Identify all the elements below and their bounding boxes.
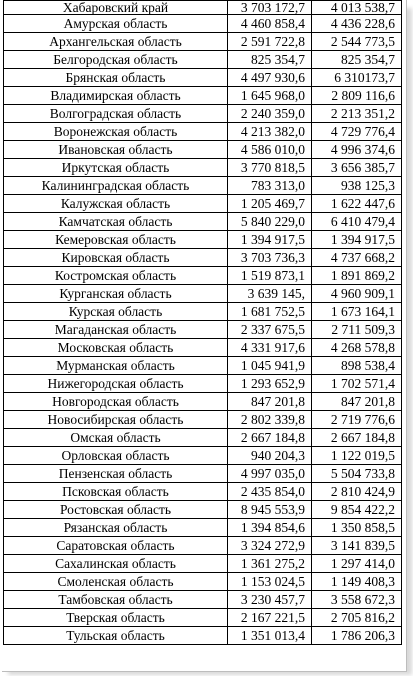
region-cell: Омская область <box>4 429 228 447</box>
value1-cell: 1 153 024,5 <box>228 573 312 591</box>
region-cell: Сахалинская область <box>4 555 228 573</box>
table-row <box>4 123 402 141</box>
value2-cell: 1 702 571,4 <box>312 375 402 393</box>
region-cell: Владимирская область <box>4 87 228 105</box>
value1-cell: 1 351 013,4 <box>228 627 312 645</box>
region-cell: Нижегородская область <box>4 375 228 393</box>
value1-cell: 2 240 359,0 <box>228 105 312 123</box>
value2-cell: 3 656 385,7 <box>312 159 402 177</box>
value1-cell: 1 681 752,5 <box>228 303 312 321</box>
region-cell: Кировская область <box>4 249 228 267</box>
value2-cell: 825 354,7 <box>312 51 402 69</box>
value2-cell: 4 737 668,2 <box>312 249 402 267</box>
region-cell: Орловская область <box>4 447 228 465</box>
value2-cell: 2 810 424,9 <box>312 483 402 501</box>
value2-cell: 6 410 479,4 <box>312 213 402 231</box>
table-row <box>4 159 402 177</box>
region-cell: Амурская область <box>4 15 228 33</box>
value1-cell: 2 802 339,8 <box>228 411 312 429</box>
value2-cell: 1 622 447,6 <box>312 195 402 213</box>
region-cell: Иркутская область <box>4 159 228 177</box>
value2-cell: 1 394 917,5 <box>312 231 402 249</box>
value2-cell: 938 125,3 <box>312 177 402 195</box>
table-row <box>4 465 402 483</box>
table-row <box>4 303 402 321</box>
value1-cell: 1 519 873,1 <box>228 267 312 285</box>
table-row <box>4 51 402 69</box>
table-row <box>4 627 402 645</box>
region-cell: Архангельская область <box>4 33 228 51</box>
value2-cell: 5 504 733,8 <box>312 465 402 483</box>
region-cell: Хабаровский край <box>4 1 228 15</box>
value1-cell: 1 293 652,9 <box>228 375 312 393</box>
table-row <box>4 141 402 159</box>
region-cell: Псковская область <box>4 483 228 501</box>
region-cell: Рязанская область <box>4 519 228 537</box>
value2-cell: 4 268 578,8 <box>312 339 402 357</box>
table-row <box>4 573 402 591</box>
value1-cell: 783 313,0 <box>228 177 312 195</box>
value2-cell: 2 711 509,3 <box>312 321 402 339</box>
value1-cell: 1 645 968,0 <box>228 87 312 105</box>
table-row <box>4 177 402 195</box>
region-cell: Смоленская область <box>4 573 228 591</box>
table-row <box>4 411 402 429</box>
region-cell: Ростовская область <box>4 501 228 519</box>
region-cell: Калужская область <box>4 195 228 213</box>
table-row <box>4 519 402 537</box>
value2-cell: 3 141 839,5 <box>312 537 402 555</box>
value1-cell: 3 324 272,9 <box>228 537 312 555</box>
value1-cell: 1 361 275,2 <box>228 555 312 573</box>
value1-cell: 847 201,8 <box>228 393 312 411</box>
value2-cell: 1 891 869,2 <box>312 267 402 285</box>
value2-cell: 1 673 164,1 <box>312 303 402 321</box>
value2-cell: 2 809 116,6 <box>312 87 402 105</box>
value2-cell: 4 960 909,1 <box>312 285 402 303</box>
value1-cell: 3 703 172,7 <box>228 1 312 15</box>
region-cell: Белгородская область <box>4 51 228 69</box>
value1-cell: 2 591 722,8 <box>228 33 312 51</box>
value1-cell: 2 167 221,5 <box>228 609 312 627</box>
value2-cell: 4 996 374,6 <box>312 141 402 159</box>
region-cell: Курская область <box>4 303 228 321</box>
value1-cell: 4 460 858,4 <box>228 15 312 33</box>
value2-cell: 4 436 228,6 <box>312 15 402 33</box>
table-row <box>4 447 402 465</box>
table-row <box>4 15 402 33</box>
table-row <box>4 483 402 501</box>
value1-cell: 5 840 229,0 <box>228 213 312 231</box>
region-cell: Волгоградская область <box>4 105 228 123</box>
table-row <box>4 33 402 51</box>
value2-cell: 1 297 414,0 <box>312 555 402 573</box>
region-cell: Воронежская область <box>4 123 228 141</box>
value1-cell: 4 586 010,0 <box>228 141 312 159</box>
table-row <box>4 609 402 627</box>
value2-cell: 1 122 019,5 <box>312 447 402 465</box>
region-cell: Тверская область <box>4 609 228 627</box>
region-cell: Пензенская область <box>4 465 228 483</box>
value2-cell: 2 719 776,6 <box>312 411 402 429</box>
table-row <box>4 195 402 213</box>
value2-cell: 1 350 858,5 <box>312 519 402 537</box>
table-row <box>4 555 402 573</box>
region-cell: Новосибирская область <box>4 411 228 429</box>
table-row <box>4 393 402 411</box>
region-cell: Новгородская область <box>4 393 228 411</box>
value1-cell: 2 435 854,0 <box>228 483 312 501</box>
region-cell: Костромская область <box>4 267 228 285</box>
table-row <box>4 213 402 231</box>
region-cell: Московская область <box>4 339 228 357</box>
value2-cell: 1 786 206,3 <box>312 627 402 645</box>
value1-cell: 2 667 184,8 <box>228 429 312 447</box>
region-cell: Ивановская область <box>4 141 228 159</box>
table-row <box>4 501 402 519</box>
region-cell: Магаданская область <box>4 321 228 339</box>
region-cell: Мурманская область <box>4 357 228 375</box>
region-cell: Тульская область <box>4 627 228 645</box>
value2-cell: 2 667 184,8 <box>312 429 402 447</box>
value1-cell: 3 770 818,5 <box>228 159 312 177</box>
value2-cell: 898 538,4 <box>312 357 402 375</box>
table-row <box>4 69 402 87</box>
value2-cell: 4 729 776,4 <box>312 123 402 141</box>
value1-cell: 3 230 457,7 <box>228 591 312 609</box>
table-row <box>4 231 402 249</box>
value1-cell: 1 394 917,5 <box>228 231 312 249</box>
value2-cell: 2 213 351,2 <box>312 105 402 123</box>
region-cell: Брянская область <box>4 69 228 87</box>
table-row <box>4 87 402 105</box>
table-row <box>4 429 402 447</box>
table-row <box>4 375 402 393</box>
table-row <box>4 267 402 285</box>
table-sheet <box>2 0 407 672</box>
region-cell: Саратовская область <box>4 537 228 555</box>
value2-cell: 4 013 538,7 <box>312 1 402 15</box>
table-body <box>4 1 402 645</box>
value1-cell: 1 205 469,7 <box>228 195 312 213</box>
table-row <box>4 591 402 609</box>
value1-cell: 825 354,7 <box>228 51 312 69</box>
table-row <box>4 285 402 303</box>
value1-cell: 8 945 553,9 <box>228 501 312 519</box>
value2-cell: 2 705 816,2 <box>312 609 402 627</box>
value2-cell: 9 854 422,2 <box>312 501 402 519</box>
table-row <box>4 105 402 123</box>
table-row <box>4 249 402 267</box>
table-row <box>4 357 402 375</box>
region-cell: Кемеровская область <box>4 231 228 249</box>
value1-cell: 3 639 145, <box>228 285 312 303</box>
value2-cell: 6 310173,7 <box>312 69 402 87</box>
value1-cell: 3 703 736,3 <box>228 249 312 267</box>
table-row <box>4 321 402 339</box>
value1-cell: 1 045 941,9 <box>228 357 312 375</box>
value1-cell: 2 337 675,5 <box>228 321 312 339</box>
region-cell: Камчатская область <box>4 213 228 231</box>
value2-cell: 2 544 773,5 <box>312 33 402 51</box>
region-cell: Калининградская область <box>4 177 228 195</box>
value2-cell: 1 149 408,3 <box>312 573 402 591</box>
value1-cell: 940 204,3 <box>228 447 312 465</box>
region-cell: Курганская область <box>4 285 228 303</box>
table-row <box>4 339 402 357</box>
table-row <box>4 537 402 555</box>
value2-cell: 3 558 672,3 <box>312 591 402 609</box>
value1-cell: 4 213 382,0 <box>228 123 312 141</box>
value2-cell: 847 201,8 <box>312 393 402 411</box>
region-cell: Тамбовская область <box>4 591 228 609</box>
table-row <box>4 1 402 15</box>
value1-cell: 4 497 930,6 <box>228 69 312 87</box>
value1-cell: 4 997 035,0 <box>228 465 312 483</box>
regions-table <box>3 0 402 645</box>
value1-cell: 1 394 854,6 <box>228 519 312 537</box>
value1-cell: 4 331 917,6 <box>228 339 312 357</box>
